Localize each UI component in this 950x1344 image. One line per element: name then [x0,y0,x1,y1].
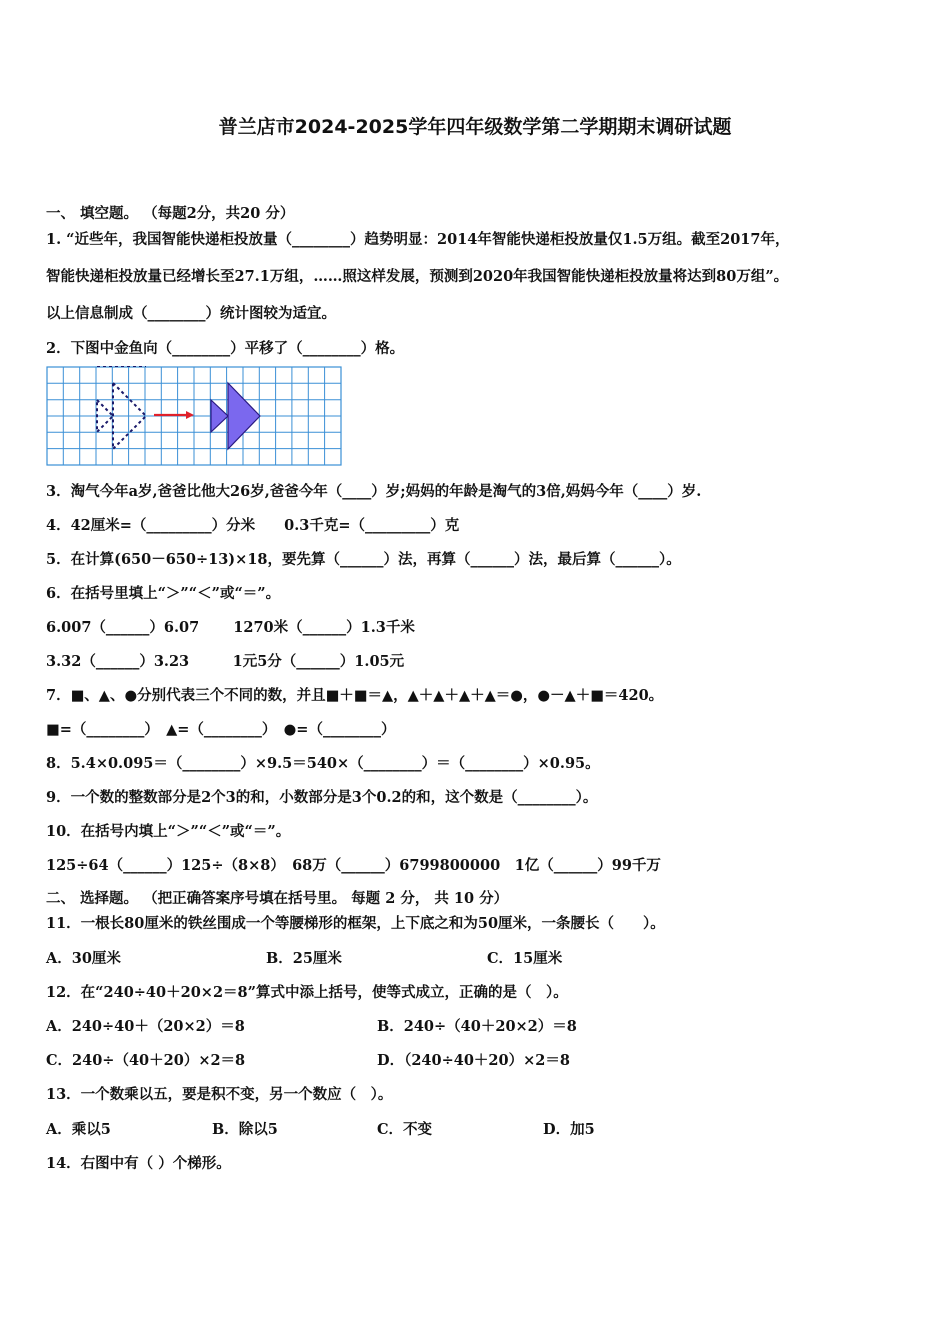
question-1-line-1: 1. “近些年，我国智能快递柜投放量（________）趋势明显：2014年智能快递柜投放量仅1.5万组。截至2017年， [46,231,790,248]
section-1-heading: 一、 填空题。 （每题2分，共20 分） [46,205,295,222]
question-13-option-b: B．除以5 [212,1121,278,1138]
question-13-option-c: C．不变 [377,1121,433,1138]
question-12-option-a: A．240÷40＋（20×2）＝8 [46,1018,245,1035]
question-5: 5．在计算(650－650÷13)×18，要先算（______）法，再算（______）法，最后算（______）。 [46,551,681,568]
question-6-stem: 6．在括号里填上“＞”“＜”或“＝”。 [46,585,281,602]
question-13-option-a: A．乘以5 [46,1121,111,1138]
question-1-line-2: 智能快递柜投放量已经增长至27.1万组，……照这样发展，预测到2020年我国智能快递柜投放量将达到80万组”。 [46,268,789,285]
question-6-row-1: 6.007（______）6.07 1270米（______）1.3千米 [46,619,415,636]
question-12-option-d: D．（240÷40＋20）×2＝8 [377,1052,570,1069]
question-4: 4．42厘米=（_________）分米 0.3千克=（_________）克 [46,517,460,534]
question-12-stem: 12．在“240÷40＋20×2＝8”算式中添上括号，使等式成立，正确的是（ ）。 [46,984,568,1001]
question-9: 9．一个数的整数部分是2个3的和，小数部分是3个0.2的和，这个数是（________）。 [46,789,598,806]
question-7-stem: 7．■、▲、●分别代表三个不同的数，并且■＋■＝▲，▲＋▲＋▲＋▲＝●，●－▲＋■＝420。 [46,687,664,704]
question-11-option-b: B．25厘米 [266,950,342,967]
goldfish-grid-figure [46,366,344,467]
question-7-answers: ■=（________） ▲=（________） ●=（________） [46,721,396,738]
page-title: 普兰店市2024-2025学年四年级数学第二学期期末调研试题 [218,116,732,138]
question-6-row-2: 3.32（______）3.23 1元5分（______）1.05元 [46,653,405,670]
question-12-option-c: C．240÷（40＋20）×2＝8 [46,1052,246,1069]
question-11-option-c: C．15厘米 [487,950,563,967]
section-2-heading: 二、 选择题。 （把正确答案序号填在括号里。 每题 2 分， 共 10 分） [46,890,509,907]
question-10-row: 125÷64（______）125÷（8×8） 68万（______）6799800000 1亿（______）99千万 [46,857,661,874]
question-12-option-b: B．240÷（40＋20×2）＝8 [377,1018,577,1035]
question-10-stem: 10．在括号内填上“＞”“＜”或“＝”。 [46,823,291,840]
question-2: 2．下图中金鱼向（________）平移了（________）格。 [46,340,405,357]
question-13-stem: 13．一个数乘以五，要是积不变，另一个数应（ ）。 [46,1086,393,1103]
question-11-option-a: A．30厘米 [46,950,121,967]
question-8: 8．5.4×0.095＝（________）×9.5＝540×（________）＝（________）×0.95。 [46,755,600,772]
question-13-option-d: D．加5 [543,1121,595,1138]
question-3: 3．淘气今年a岁,爸爸比他大26岁,爸爸今年（____）岁;妈妈的年龄是淘气的3倍,妈妈今年（____）岁. [46,483,702,500]
question-14: 14．右图中有（ ）个梯形。 [46,1155,231,1172]
question-1-line-3: 以上信息制成（________）统计图较为适宜。 [46,305,336,322]
question-11-stem: 11．一根长80厘米的铁丝围成一个等腰梯形的框架，上下底之和为50厘米，一条腰长（ ）。 [46,915,665,932]
